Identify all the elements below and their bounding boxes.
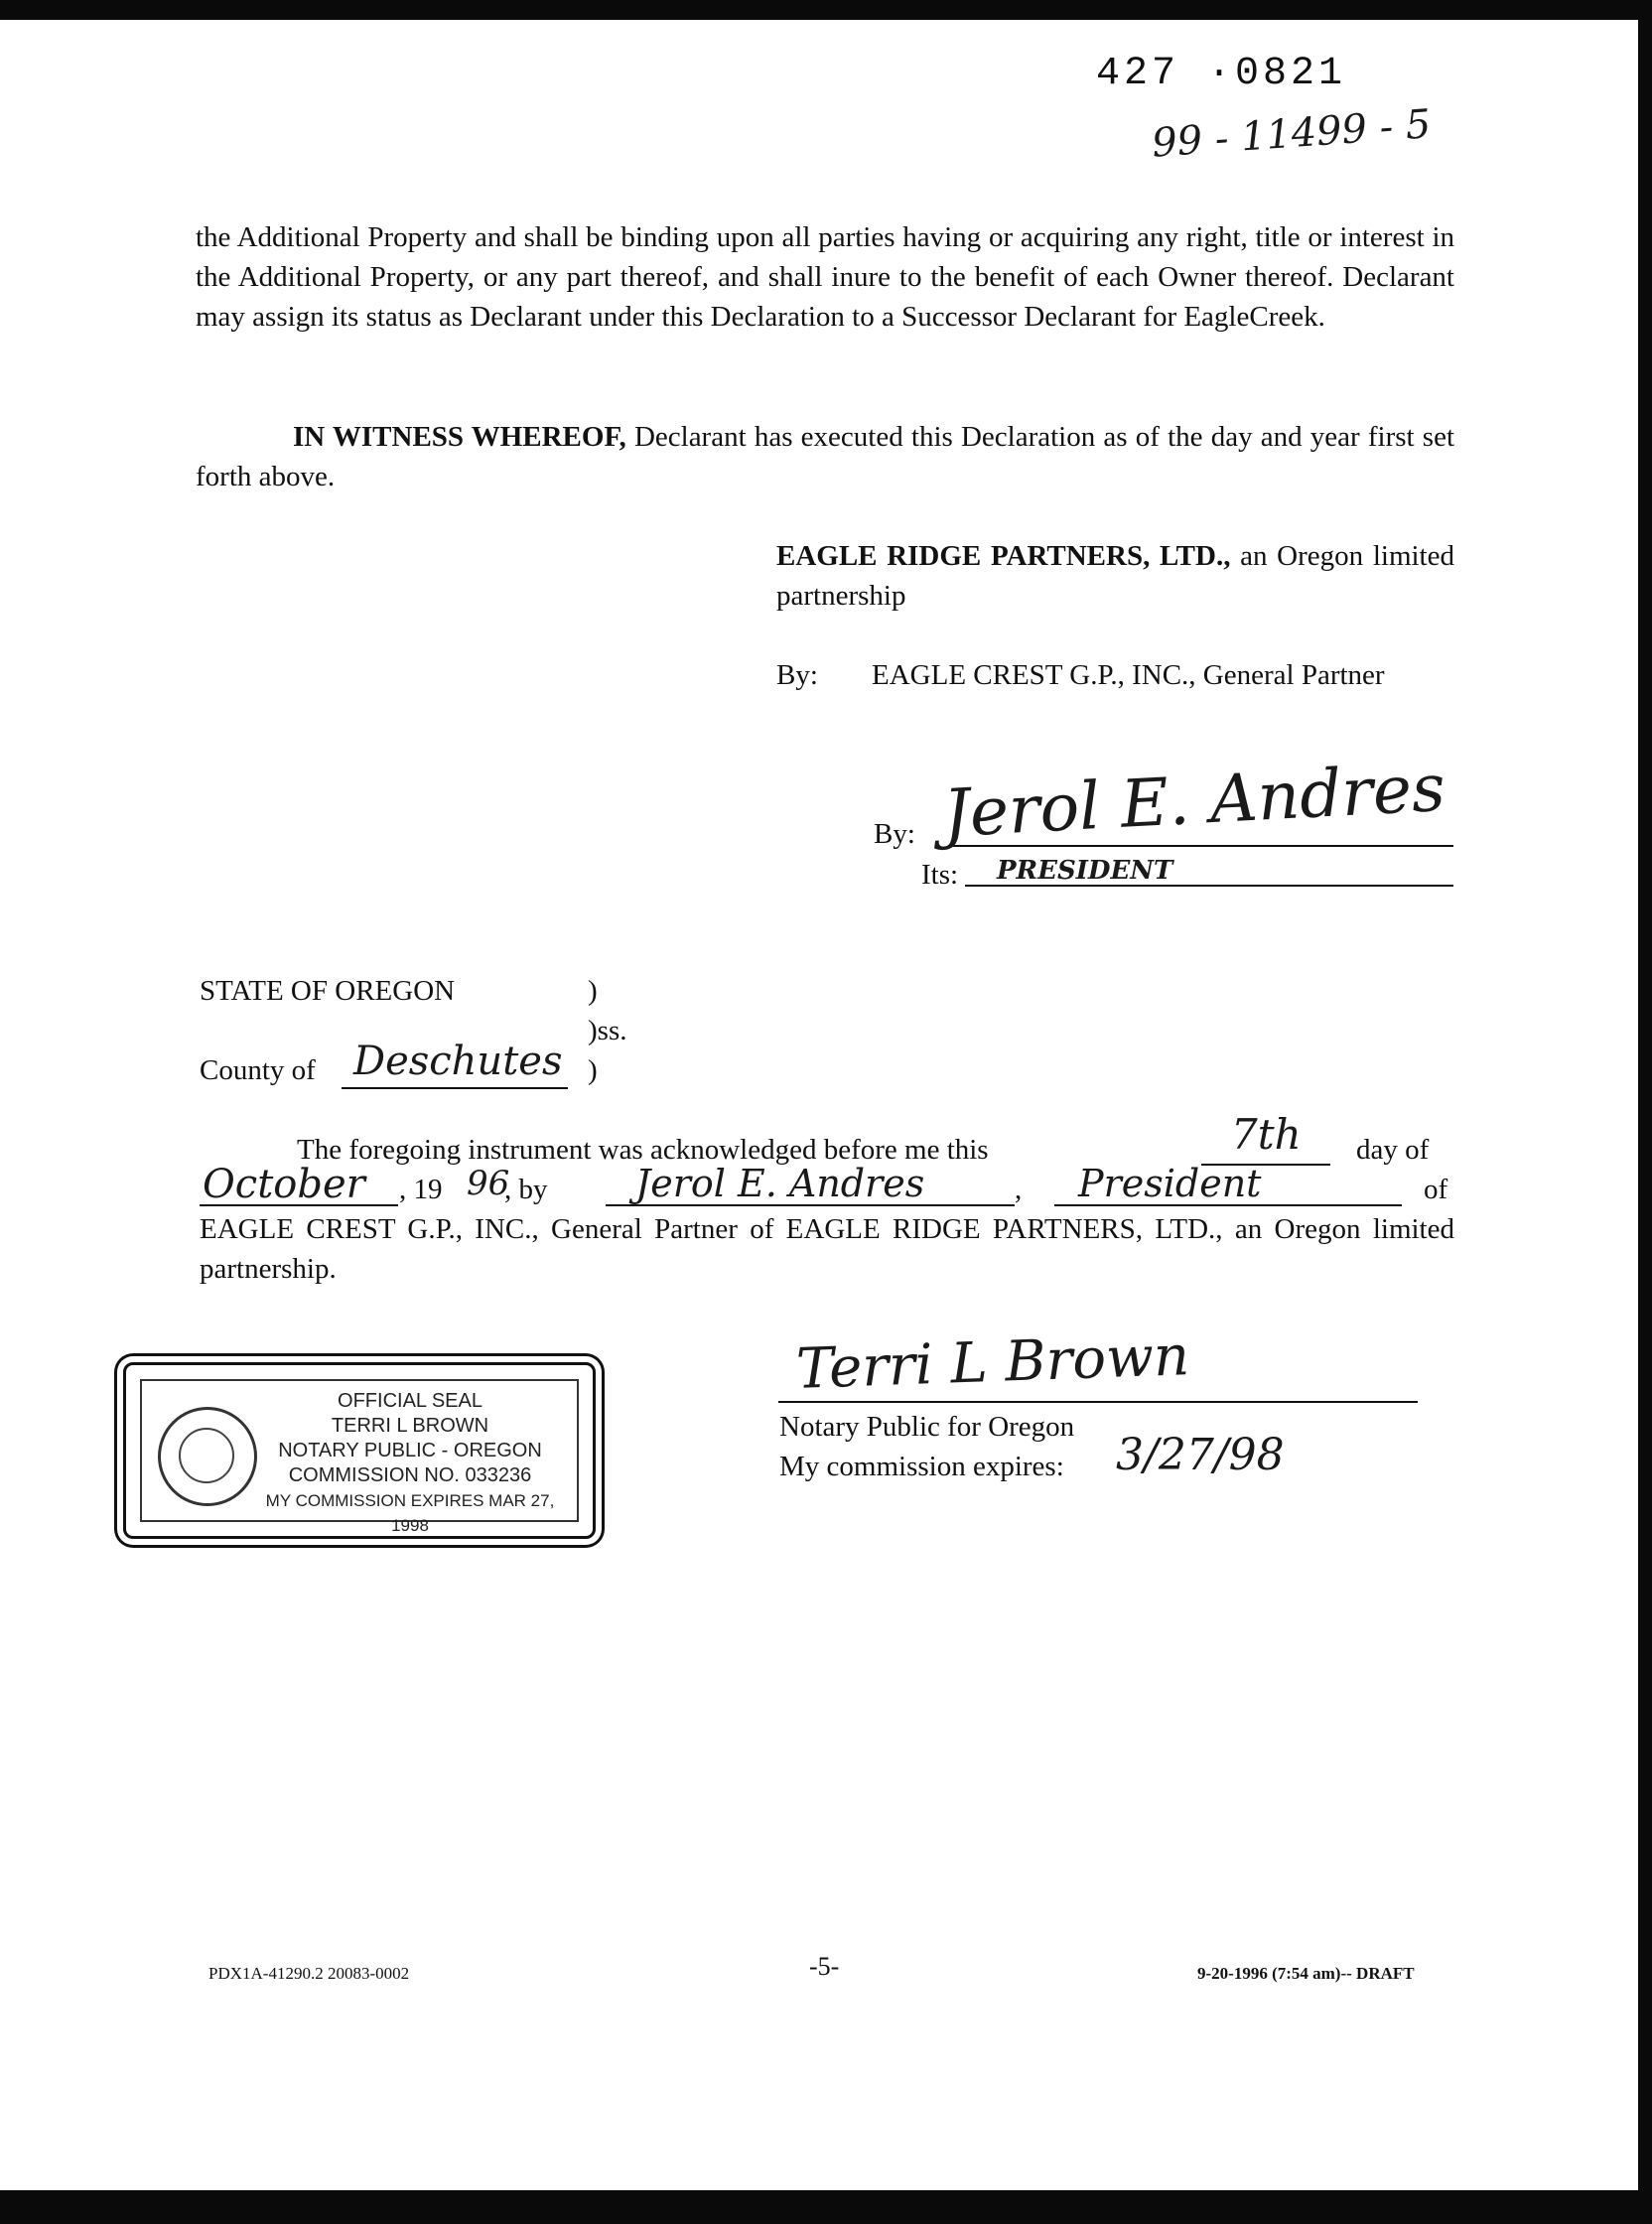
its-title-handwritten: PRESIDENT (997, 856, 1173, 886)
company-description: an Oregon limited partnership (776, 540, 1454, 612)
ss-label: )ss. (588, 1015, 627, 1046)
seal-line-4: COMMISSION NO. 033236 (288, 1464, 532, 1486)
county-line (342, 1087, 568, 1089)
month-handwritten: October (203, 1162, 365, 1207)
signature-by-label: By: (874, 818, 915, 850)
state-paren: ) (588, 975, 598, 1007)
scan-border-right (1638, 0, 1652, 2224)
handwritten-reference: 99 - 11499 - 5 (1150, 101, 1433, 167)
county-label: County of (200, 1054, 316, 1086)
oregon-state-seal-icon (158, 1407, 257, 1506)
notary-signature: Terri L Brown (794, 1323, 1191, 1402)
page-number: -5- (809, 1952, 840, 1981)
document-number: 427 ·0821 (1096, 52, 1347, 96)
official-seal (123, 1362, 596, 1539)
county-handwritten: Deschutes (353, 1039, 563, 1084)
seal-line-2: TERRI L BROWN (331, 1415, 489, 1437)
company-name: EAGLE RIDGE PARTNERS, LTD., (776, 540, 1231, 572)
its-label: Its: (921, 859, 959, 891)
acknowledgment-text-1: The foregoing instrument was acknowledged before me this (297, 1134, 989, 1166)
notary-public-label: Notary Public for Oregon (779, 1411, 1075, 1443)
day-handwritten: 7th (1231, 1110, 1302, 1159)
seal-inner-border (140, 1379, 579, 1535)
witness-lead: IN WITNESS WHEREOF, (293, 421, 626, 453)
signer-name-handwritten: Jerol E. Andres (635, 1162, 925, 1205)
by-word: , by (504, 1174, 548, 1205)
by-label: By: (776, 659, 818, 691)
paragraph-in-witness (196, 417, 1454, 496)
acknowledgment-day-of: day of (1356, 1134, 1430, 1166)
year-prefix: , 19 (399, 1174, 443, 1205)
state-label: STATE OF OREGON (200, 975, 456, 1007)
footer-draft-date: 9-20-1996 (7:54 am)-- DRAFT (1197, 1964, 1415, 1983)
county-paren: ) (588, 1054, 598, 1086)
seal-line-3: NOTARY PUBLIC - OREGON (278, 1440, 542, 1461)
notary-signature-line (778, 1401, 1418, 1403)
seal-text (261, 1389, 559, 1538)
commission-date-handwritten: 3/27/98 (1116, 1430, 1285, 1480)
office-handwritten: President (1078, 1162, 1262, 1205)
company-name-block (776, 536, 1454, 616)
year-handwritten: 96 (467, 1164, 510, 1203)
scan-border-top (0, 0, 1652, 20)
acknowledgment-text-3: EAGLE CREST G.P., INC., General Partner of EAGLE RIDGE PARTNERS, LTD., an Oregon limited partnership. (200, 1213, 1454, 1285)
name-comma: , (1015, 1174, 1023, 1205)
footer-doc-id: PDX1A-41290.2 20083-0002 (208, 1964, 410, 1983)
seal-line-1: OFFICIAL SEAL (338, 1390, 482, 1412)
witness-text: Declarant has executed this Declaration as of the day and year first set forth above. (196, 421, 1454, 492)
paragraph-additional-property: the Additional Property and shall be binding upon all parties having or acquiring any right, title or interest in the Additional Property, or any part thereof, and shall inure to the benefit of each Owner thereof. Declarant may assign its status as Declarant under this Declaration to a Successor Declarant for EagleCreek. (196, 221, 1454, 333)
seal-line-5: MY COMMISSION EXPIRES MAR 27, 1998 (265, 1491, 555, 1535)
general-partner-name: EAGLE CREST G.P., INC., General Partner (872, 659, 1385, 691)
president-signature: Jerol E. Andres (941, 749, 1447, 853)
commission-expires-label: My commission expires: (779, 1451, 1064, 1482)
of-word: of (1424, 1174, 1448, 1205)
scan-border-bottom (0, 2190, 1652, 2224)
